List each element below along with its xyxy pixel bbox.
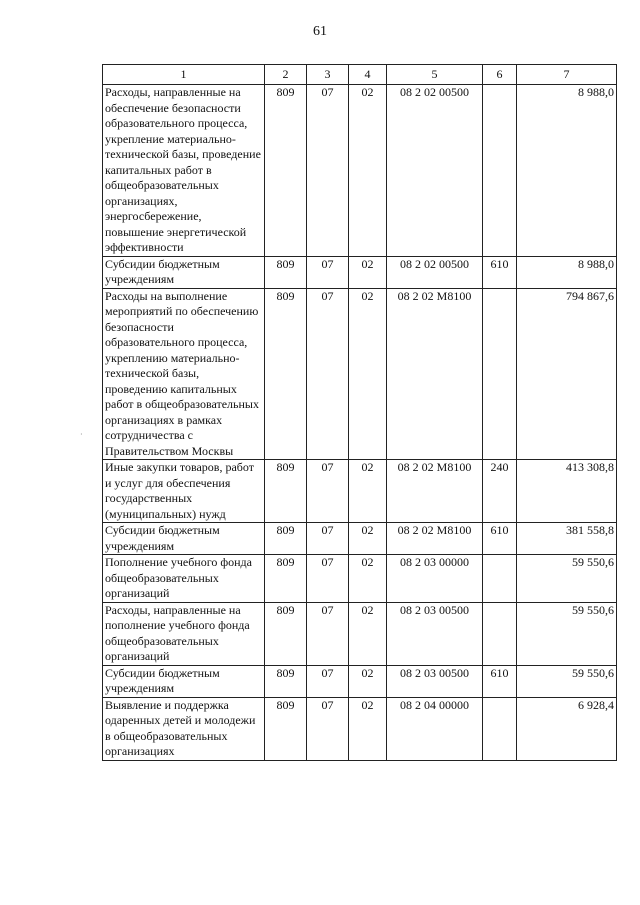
cell-target-article: 08 2 02 00500 [387,256,483,288]
scan-speck: · [80,430,83,439]
cell-expense-type: 610 [483,665,517,697]
cell-target-article: 08 2 03 00000 [387,555,483,603]
cell-ministry: 809 [265,460,307,523]
budget-table [102,64,617,761]
cell-target-article: 08 2 04 00000 [387,697,483,760]
cell-ministry: 809 [265,697,307,760]
table-header-row [103,65,617,85]
cell-subsection: 02 [349,460,387,523]
cell-amount: 8 988,0 [517,256,617,288]
cell-ministry: 809 [265,85,307,257]
cell-target-article: 08 2 02 00500 [387,85,483,257]
cell-amount: 6 928,4 [517,697,617,760]
cell-subsection: 02 [349,602,387,665]
table-row [103,460,617,523]
column-header: 2 [265,65,307,85]
column-header: 4 [349,65,387,85]
cell-target-article: 08 2 03 00500 [387,602,483,665]
row-name: Расходы, направленные на пополнение учебного фонда общеобразовательных организаций [103,602,265,665]
table-row [103,602,617,665]
cell-ministry: 809 [265,665,307,697]
page-number: 61 [313,24,327,39]
cell-expense-type [483,697,517,760]
cell-expense-type: 610 [483,256,517,288]
cell-ministry: 809 [265,523,307,555]
cell-subsection: 02 [349,288,387,460]
cell-subsection: 02 [349,697,387,760]
cell-target-article: 08 2 03 00500 [387,665,483,697]
cell-amount: 59 550,6 [517,665,617,697]
column-header: 6 [483,65,517,85]
cell-amount: 381 558,8 [517,523,617,555]
cell-ministry: 809 [265,555,307,603]
cell-target-article: 08 2 02 М8100 [387,460,483,523]
cell-amount: 59 550,6 [517,555,617,603]
cell-expense-type [483,555,517,603]
cell-subsection: 02 [349,85,387,257]
table-row [103,665,617,697]
cell-ministry: 809 [265,602,307,665]
cell-subsection: 02 [349,555,387,603]
cell-section: 07 [307,602,349,665]
row-name: Иные закупки товаров, работ и услуг для обеспечения государственных (муниципальных) нужд [103,460,265,523]
cell-expense-type [483,85,517,257]
table-row [103,85,617,257]
column-header: 3 [307,65,349,85]
cell-section: 07 [307,256,349,288]
column-header: 7 [517,65,617,85]
cell-target-article: 08 2 02 М8100 [387,523,483,555]
cell-section: 07 [307,555,349,603]
table-row [103,256,617,288]
cell-section: 07 [307,85,349,257]
cell-subsection: 02 [349,256,387,288]
cell-expense-type: 610 [483,523,517,555]
row-name: Расходы, направленные на обеспечение безопасности образовательного процесса, укрепление материально-технической базы, проведение капитальных работ в общеобразовательных организациях, энергосбережение, повышение энергетической эффективности [103,85,265,257]
cell-subsection: 02 [349,523,387,555]
cell-amount: 794 867,6 [517,288,617,460]
cell-section: 07 [307,523,349,555]
row-name: Субсидии бюджетным учреждениям [103,256,265,288]
cell-subsection: 02 [349,665,387,697]
cell-ministry: 809 [265,256,307,288]
row-name: Субсидии бюджетным учреждениям [103,665,265,697]
cell-expense-type: 240 [483,460,517,523]
column-header: 1 [103,65,265,85]
table-row [103,697,617,760]
cell-amount: 59 550,6 [517,602,617,665]
row-name: Выявление и поддержка одаренных детей и молодежи в общеобразовательных организациях [103,697,265,760]
column-header: 5 [387,65,483,85]
cell-section: 07 [307,460,349,523]
row-name: Субсидии бюджетным учреждениям [103,523,265,555]
row-name: Расходы на выполнение мероприятий по обеспечению безопасности образовательного процесса, укреплению материально-технической базы, проведению капитальных работ в общеобразовательных организациях в рамках сотрудничества с Правительством Москвы [103,288,265,460]
table-row [103,523,617,555]
row-name: Пополнение учебного фонда общеобразовательных организаций [103,555,265,603]
cell-section: 07 [307,697,349,760]
cell-expense-type [483,288,517,460]
cell-section: 07 [307,288,349,460]
cell-ministry: 809 [265,288,307,460]
table-row [103,288,617,460]
table-row [103,555,617,603]
cell-target-article: 08 2 02 М8100 [387,288,483,460]
cell-section: 07 [307,665,349,697]
cell-amount: 8 988,0 [517,85,617,257]
cell-expense-type [483,602,517,665]
cell-amount: 413 308,8 [517,460,617,523]
